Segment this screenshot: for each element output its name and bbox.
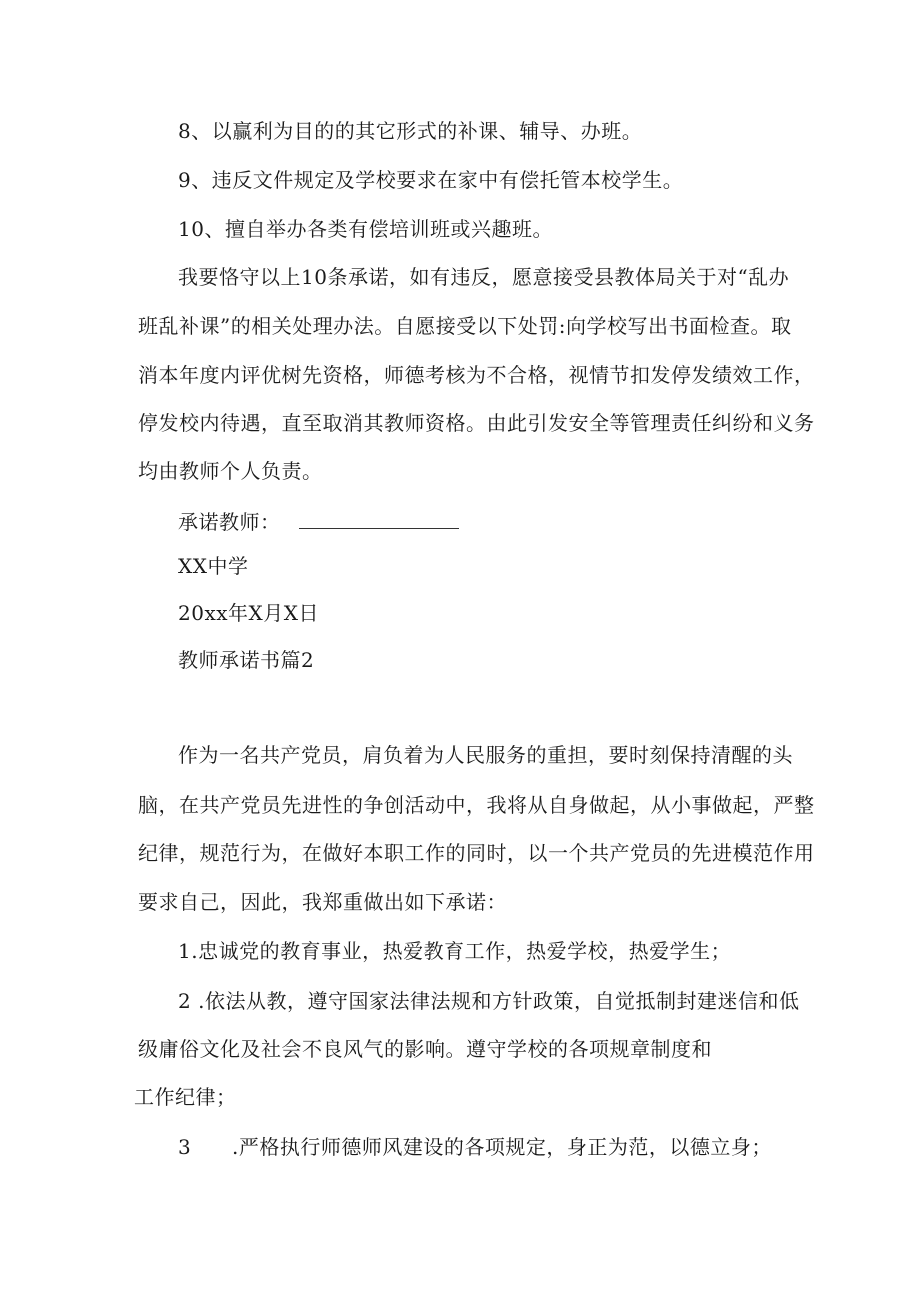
commitment-item-3: .严格执行师德师风建设的各项规定，身正为范，以德立身； bbox=[232, 1135, 772, 1159]
signature-row bbox=[178, 510, 459, 532]
paragraph-line: 纪律，规范行为，在做好本职工作的同时，以一个共产党员的先进模范作用 bbox=[138, 841, 815, 865]
paragraph-line: 级庸俗文化及社会不良风气的影响。遵守学校的各项规章制度和 bbox=[138, 1037, 712, 1061]
list-item-10: 10、擅自举办各类有偿培训班或兴趣班。 bbox=[178, 217, 553, 241]
commitment-item-3-number: 3 bbox=[178, 1135, 192, 1159]
paragraph-line: 均由教师个人负责。 bbox=[138, 459, 323, 483]
section-title: 教师承诺书篇2 bbox=[178, 648, 315, 672]
paragraph-line: 停发校内待遇，直至取消其教师资格。由此引发安全等管理责任纠纷和义务 bbox=[138, 411, 815, 435]
school-name: XX中学 bbox=[178, 554, 249, 578]
paragraph-line: 消本年度内评优树先资格，师德考核为不合格，视情节扣发停发绩效工作， bbox=[138, 363, 815, 387]
date: 20xx年X月X日 bbox=[178, 601, 319, 625]
paragraph-line: 班乱补课”的相关处理办法。自愿接受以下处罚:向学校写出书面检查。取 bbox=[138, 314, 792, 338]
list-item-8: 8、以赢利为目的的其它形式的补课、辅导、办班。 bbox=[178, 119, 643, 143]
paragraph-line: 作为一名共产党员，肩负着为人民服务的重担，要时刻保持清醒的头 bbox=[178, 743, 793, 767]
commitment-item-1: 1.忠诚党的教育事业，热爱教育工作，热爱学校，热爱学生； bbox=[178, 939, 732, 963]
paragraph-line: 我要恪守以上10条承诺，如有违反，愿意接受县教体局关于对“乱办 bbox=[178, 265, 790, 289]
paragraph-line: 工作纪律； bbox=[134, 1085, 237, 1109]
paragraph-line: 脑，在共产党员先进性的争创活动中，我将从自身做起，从小事做起，严整 bbox=[138, 793, 815, 817]
list-item-9: 9、违反文件规定及学校要求在家中有偿托管本校学生。 bbox=[178, 168, 684, 192]
signature-blank-line bbox=[299, 510, 459, 529]
signature-label: 承诺教师： bbox=[178, 510, 281, 534]
paragraph-line: 要求自己，因此，我郑重做出如下承诺： bbox=[138, 890, 507, 914]
commitment-item-2: 2 .依法从教，遵守国家法律法规和方针政策，自觉抵制封建迷信和低 bbox=[178, 989, 800, 1013]
